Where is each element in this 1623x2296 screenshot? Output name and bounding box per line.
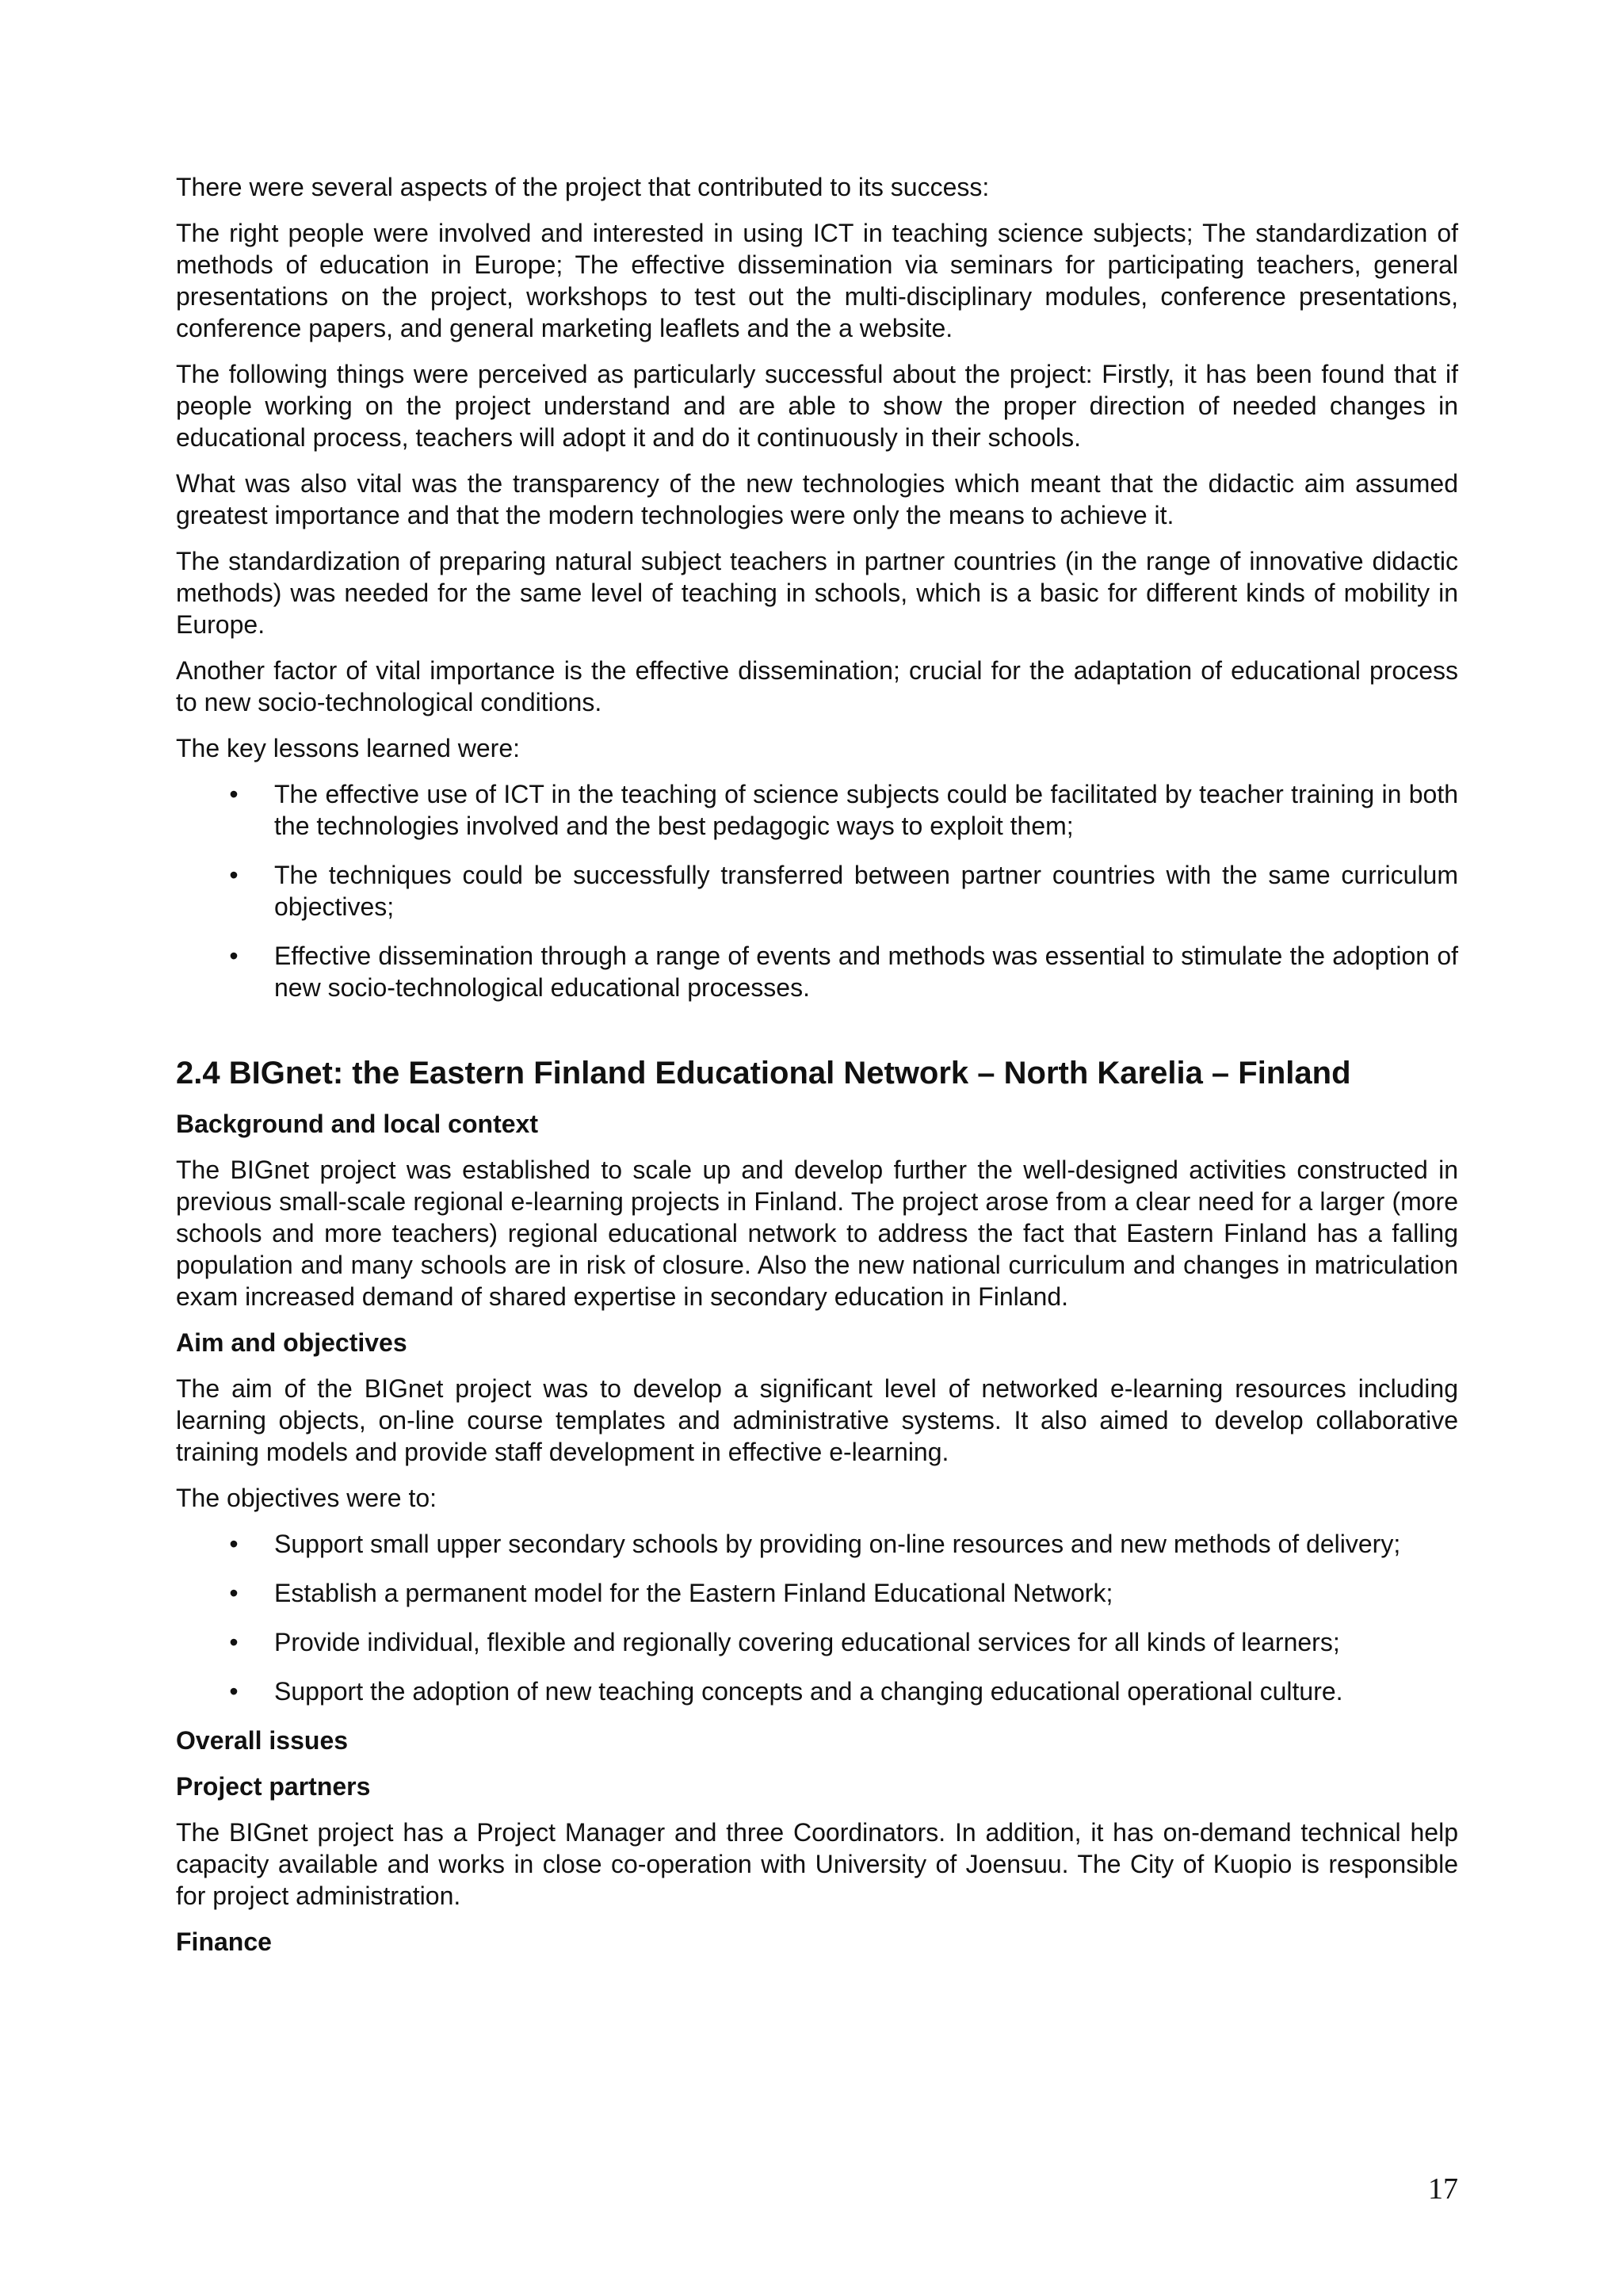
list-item-text: Support small upper secondary schools by providing on-line resources and new methods of delivery; xyxy=(274,1530,1401,1558)
document-page xyxy=(176,171,1458,1972)
objectives-intro: The objectives were to: xyxy=(176,1484,437,1512)
objectives-list xyxy=(176,1528,1458,1707)
bullet-icon: • xyxy=(229,942,239,970)
intro-paragraph-5: The standardization of preparing natural subject teachers in partner countries (in the range of innovative didactic methods) was needed for the same level of teaching in schools, which is a basic for different kinds of mobility in Europe. xyxy=(176,547,1458,639)
bullet-icon: • xyxy=(229,861,239,889)
list-item xyxy=(176,940,1458,1003)
list-item xyxy=(176,1626,1458,1658)
intro-paragraph-1: There were several aspects of the project that contributed to its success: xyxy=(176,173,990,201)
list-item-text: The techniques could be successfully transferred between partner countries with the same curriculum objectives; xyxy=(274,861,1458,921)
background-heading: Background and local context xyxy=(176,1110,538,1138)
list-item-text: Establish a permanent model for the Eastern Finland Educational Network; xyxy=(274,1579,1113,1607)
bullet-icon: • xyxy=(229,1677,239,1706)
list-item xyxy=(176,778,1458,842)
list-item-text: Effective dissemination through a range of events and methods was essential to stimulate the adoption of new socio-technological educational processes. xyxy=(274,942,1458,1002)
list-item xyxy=(176,1528,1458,1560)
lessons-list xyxy=(176,778,1458,1003)
overall-issues-heading: Overall issues xyxy=(176,1726,349,1755)
list-item xyxy=(176,1675,1458,1707)
list-item-text: Provide individual, flexible and regionally covering educational services for all kinds of learners; xyxy=(274,1628,1340,1656)
list-item-text: Support the adoption of new teaching concepts and a changing educational operational culture. xyxy=(274,1677,1343,1706)
partners-paragraph: The BIGnet project has a Project Manager and three Coordinators. In addition, it has on-demand technical help capacity available and works in close co-operation with University of Joensuu. The City of Kuopio is responsible for project administration. xyxy=(176,1818,1458,1910)
list-item-text: The effective use of ICT in the teaching of science subjects could be facilitated by teacher training in both the technologies involved and the best pedagogic ways to exploit them; xyxy=(274,780,1458,840)
page-number: 17 xyxy=(1428,2172,1458,2206)
bullet-icon: • xyxy=(229,1579,239,1607)
list-item xyxy=(176,1577,1458,1609)
intro-paragraph-2: The right people were involved and interested in using ICT in teaching science subjects; The standardization of methods of education in Europe; The effective dissemination via seminars for participating teachers, general presentations on the project, workshops to test out the multi-disciplinary modules, conference presentations, conference papers, and general marketing leaflets and the a website. xyxy=(176,219,1458,342)
intro-paragraph-3: The following things were perceived as particularly successful about the project: Firstly, it has been found that if people working on the project understand and are able to show the proper direction of needed changes in educational process, teachers will adopt it and do it continuously in their schools. xyxy=(176,360,1458,452)
aim-paragraph: The aim of the BIGnet project was to develop a significant level of networked e-learning resources including learning objects, on-line course templates and administrative systems. It also aimed to develop collaborative training models and provide staff development in effective e-learning. xyxy=(176,1374,1458,1466)
lessons-intro: The key lessons learned were: xyxy=(176,734,520,762)
bullet-icon: • xyxy=(229,1628,239,1656)
aim-heading: Aim and objectives xyxy=(176,1328,407,1357)
finance-heading: Finance xyxy=(176,1927,272,1956)
intro-paragraph-4: What was also vital was the transparency of the new technologies which meant that the didactic aim assumed greatest importance and that the modern technologies were only the means to achieve it. xyxy=(176,469,1458,529)
list-item xyxy=(176,859,1458,923)
section-title: 2.4 BIGnet: the Eastern Finland Educational Network – North Karelia – Finland xyxy=(176,1056,1351,1091)
project-partners-heading: Project partners xyxy=(176,1772,371,1801)
background-paragraph: The BIGnet project was established to scale up and develop further the well-designed activities constructed in previous small-scale regional e-learning projects in Finland. The project arose from a clear need for a larger (more schools and more teachers) regional educational network to address the fact that Eastern Finland has a falling population and many schools are in risk of closure. Also the new national curriculum and changes in matriculation exam increased demand of shared expertise in secondary education in Finland. xyxy=(176,1156,1458,1311)
intro-paragraph-6: Another factor of vital importance is the effective dissemination; crucial for the adaptation of educational process to new socio-technological conditions. xyxy=(176,656,1458,716)
bullet-icon: • xyxy=(229,1530,239,1558)
bullet-icon: • xyxy=(229,780,239,808)
